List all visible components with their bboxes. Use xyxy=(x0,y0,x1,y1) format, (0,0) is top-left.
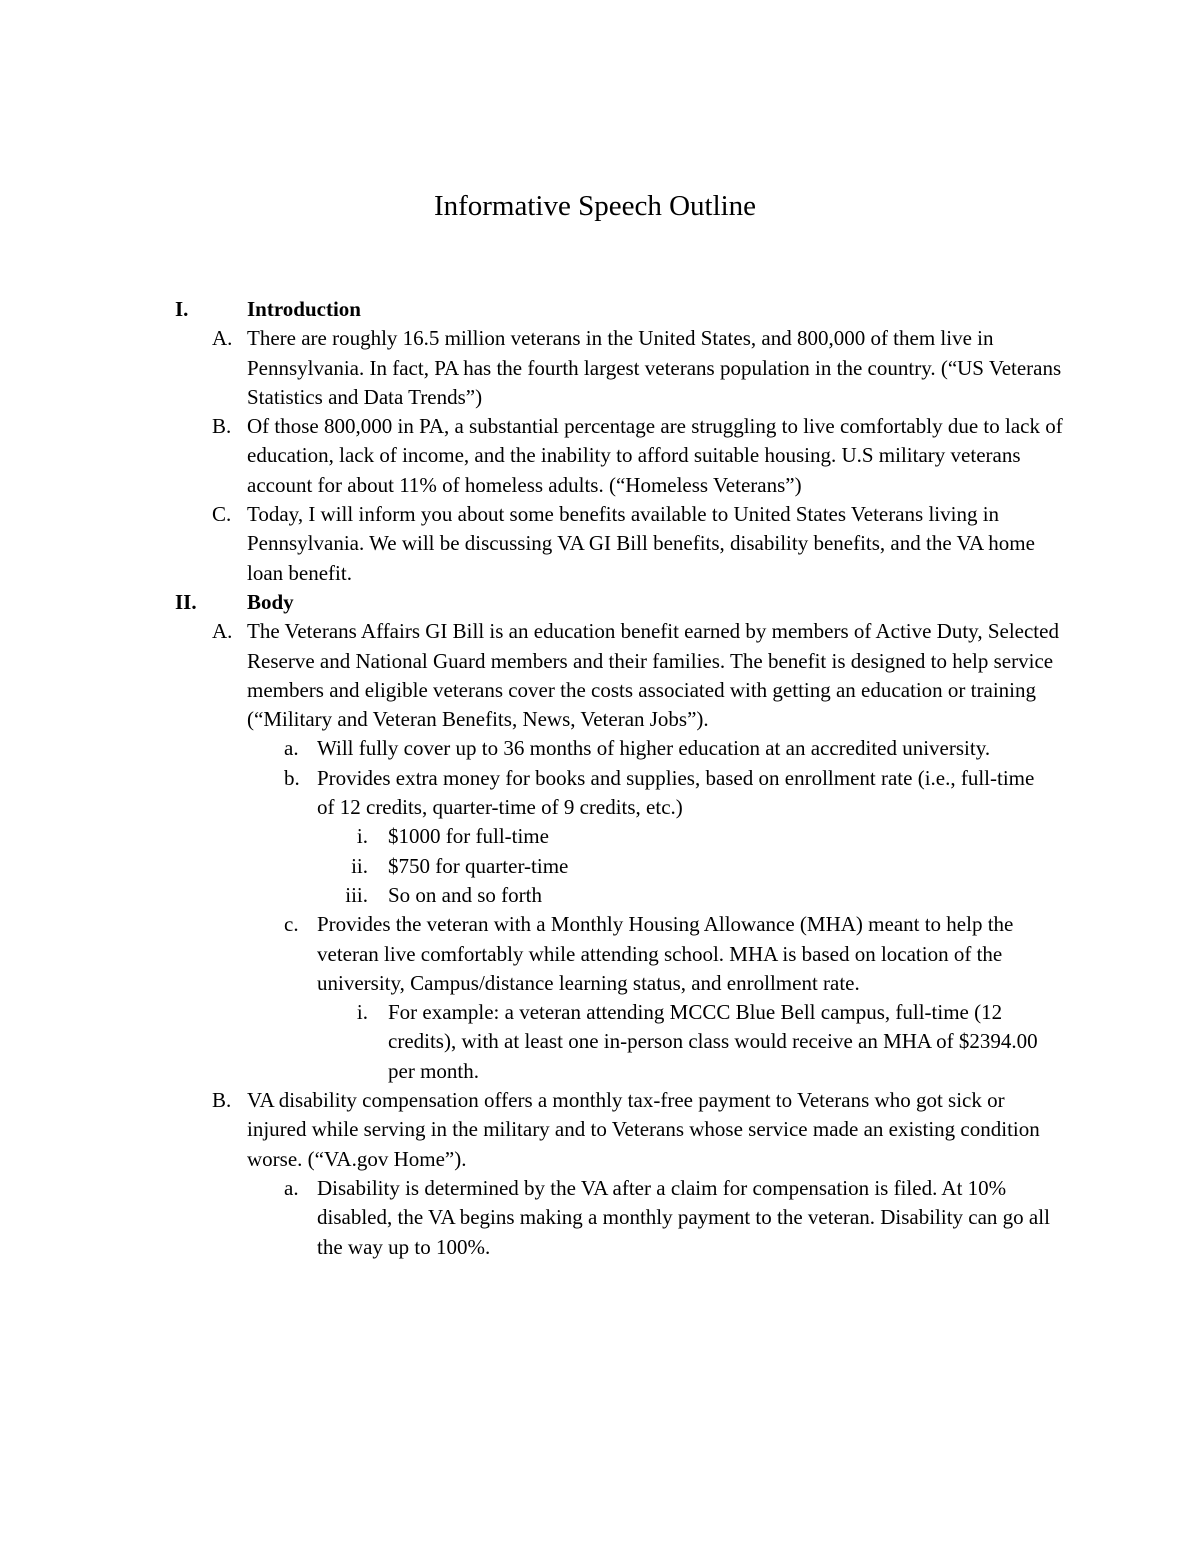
section-marker: I. xyxy=(175,297,189,321)
item-marker: A. xyxy=(212,326,233,351)
outline-subitem xyxy=(0,764,1200,823)
subsubitem-text: $1000 for full-time xyxy=(388,824,549,849)
subitem-marker: a. xyxy=(284,736,299,761)
item-text: There are roughly 16.5 million veterans in the United States, and 800,000 of them live in Pennsylvania. In fact, PA has the fourth largest veterans population in the country. (“US Veterans Statistics and Data Trends”) xyxy=(247,326,1062,409)
outline xyxy=(0,295,1200,1262)
outline-item xyxy=(0,324,1200,412)
outline-item xyxy=(0,500,1200,588)
outline-subsubitem xyxy=(0,822,1200,851)
subitem-marker: c. xyxy=(284,912,299,937)
item-marker: B. xyxy=(212,414,232,439)
outline-item xyxy=(0,617,1200,734)
section-introduction xyxy=(0,295,1200,324)
outline-subitem xyxy=(0,1174,1200,1262)
subsubitem-marker: ii. xyxy=(351,853,368,878)
item-marker: B. xyxy=(212,1088,232,1113)
item-text: VA disability compensation offers a monthly tax-free payment to Veterans who got sick or injured while serving in the military and to Veterans whose service made an existing condition worse. (“VA.gov Home”). xyxy=(247,1088,1040,1171)
subitem-text: Disability is determined by the VA after a claim for compensation is filed. At 10% disabled, the VA begins making a monthly payment to the veteran. Disability can go all the way up to 100%. xyxy=(317,1175,1050,1259)
subitem-text: Will fully cover up to 36 months of higher education at an accredited university. xyxy=(317,736,991,761)
outline-subsubitem xyxy=(0,852,1200,881)
outline-subsubitem xyxy=(0,998,1200,1086)
item-marker: A. xyxy=(212,619,233,644)
outline-subitem xyxy=(0,734,1200,763)
section-heading: Body xyxy=(247,589,294,614)
subitem-text: Provides the veteran with a Monthly Housing Allowance (MHA) meant to help the veteran live comfortably while attending school. MHA is based on location of the university, Campus/distance learning status, and enrollment rate. xyxy=(317,912,1014,995)
subitem-marker: a. xyxy=(284,1175,299,1200)
section-body xyxy=(0,588,1200,617)
subitem-marker: b. xyxy=(284,765,300,790)
item-text: The Veterans Affairs GI Bill is an education benefit earned by members of Active Duty, Selected Reserve and National Guard members and their families. The benefit is designed to help service members and eligible veterans cover the costs associated with getting an education or training (“Military and Veteran Benefits, News, Veteran Jobs”). xyxy=(247,619,1059,732)
subsubitem-text: For example: a veteran attending MCCC Blue Bell campus, full-time (12 credits), with at least one in-person class would receive an MHA of $2394.00 per month. xyxy=(388,1000,1038,1083)
item-text: Of those 800,000 in PA, a substantial percentage are struggling to live comfortably due to lack of education, lack of income, and the inability to afford suitable housing. U.S military veterans account for about 11% of homeless adults. (“Homeless Veterans”) xyxy=(247,414,1063,497)
subsubitem-marker: i. xyxy=(356,824,368,849)
outline-subsubitem xyxy=(0,881,1200,910)
subitem-text: Provides extra money for books and supplies, based on enrollment rate (i.e., full-time of 12 credits, quarter-time of 9 credits, etc.) xyxy=(317,765,1035,820)
subsubitem-marker: iii. xyxy=(345,882,368,907)
outline-item xyxy=(0,1086,1200,1174)
item-marker: C. xyxy=(212,502,232,527)
item-text: Today, I will inform you about some benefits available to United States Veterans living in Pennsylvania. We will be discussing VA GI Bill benefits, disability benefits, and the VA home loan benefit. xyxy=(247,502,1035,585)
subsubitem-marker: i. xyxy=(356,1000,368,1025)
subsubitem-text: So on and so forth xyxy=(388,882,542,907)
outline-subitem xyxy=(0,910,1200,998)
section-marker: II. xyxy=(175,589,197,614)
subsubitem-text: $750 for quarter-time xyxy=(388,853,569,878)
section-heading: Introduction xyxy=(247,297,361,321)
page-title: Informative Speech Outline xyxy=(433,190,757,222)
outline-item xyxy=(0,412,1200,500)
